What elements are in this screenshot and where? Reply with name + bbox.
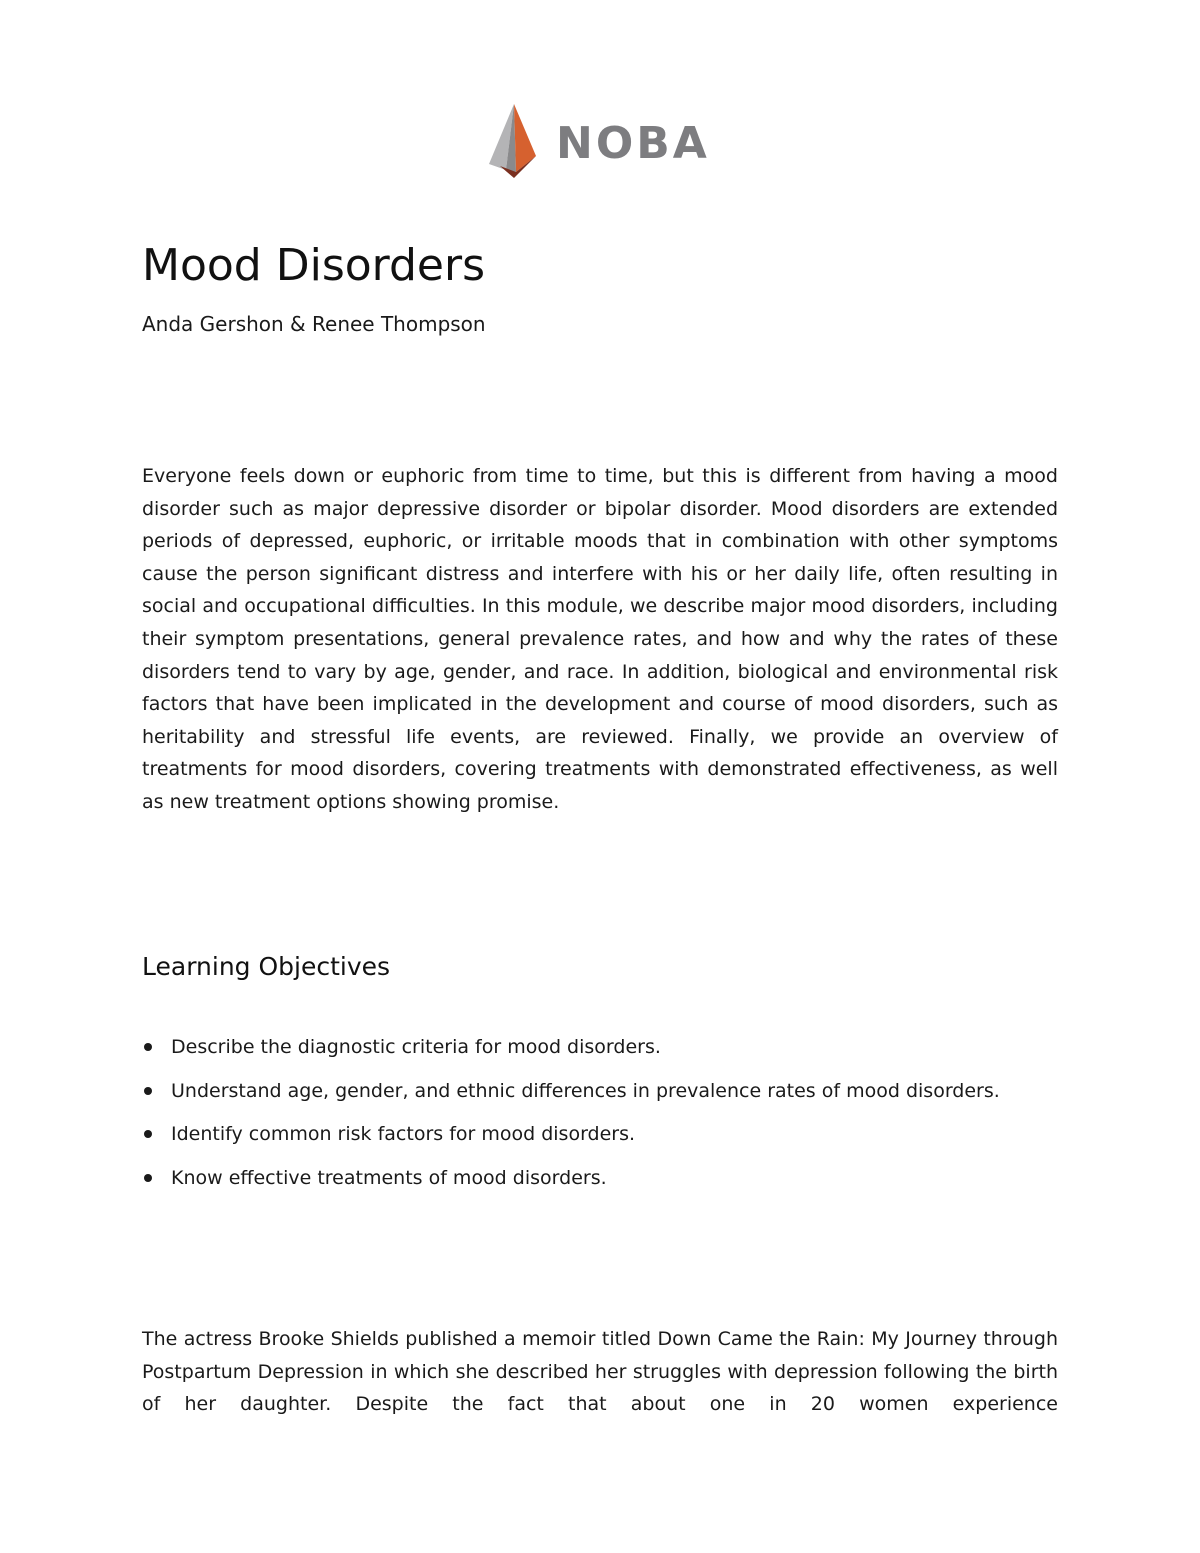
list-item [142, 1074, 1102, 1108]
page-title: Mood Disorders [142, 240, 485, 291]
noba-logo [486, 104, 710, 178]
list-item [142, 1161, 1102, 1195]
learning-objectives-heading: Learning Objectives [142, 952, 391, 981]
list-item [142, 1030, 1102, 1064]
bullet-icon [144, 1130, 152, 1138]
bullet-icon [144, 1087, 152, 1095]
bullet-icon [144, 1043, 152, 1051]
abstract-paragraph: Everyone feels down or euphoric from time to time, but this is different from having a mood disorder such as major depressive disorder or bipolar disorder. Mood disorders are extended periods of depressed, euphoric, or irritable moods that in combination with other symptoms cause the person significant distress and interfere with his or her daily life, often resulting in social and occupational difficulties. In this module, we describe major mood disorders, including their symptom presentations, general prevalence rates, and how and why the rates of these disorders tend to vary by age, gender, and race. In addition, biological and environmental risk factors that have been implicated in the development and course of mood disorders, such as heritability and stressful life events, are reviewed. Finally, we provide an overview of treatments for mood disorders, covering treatments with demonstrated effectiveness, as well as new treatment options showing promise. [142, 465, 1058, 813]
objective-text: Understand age, gender, and ethnic differences in prevalence rates of mood disorders. [171, 1079, 1000, 1102]
list-item [142, 1117, 1102, 1151]
objective-text: Identify common risk factors for mood disorders. [171, 1123, 636, 1145]
noba-logo-mark-icon [486, 104, 536, 178]
objective-text: Describe the diagnostic criteria for mood disorders. [171, 1036, 661, 1058]
bullet-icon [144, 1174, 152, 1182]
objective-text: Know effective treatments of mood disorders. [171, 1166, 607, 1189]
learning-objectives-list [142, 1030, 1102, 1204]
noba-wordmark: NOBA [556, 118, 710, 169]
body-paragraph: The actress Brooke Shields published a memoir titled Down Came the Rain: My Journey through Postpartum Depression in which she described her struggles with depression following the birth of her daughter. Despite the fact that about one in 20 women experience [142, 1328, 1058, 1416]
authors: Anda Gershon & Renee Thompson [142, 312, 486, 336]
